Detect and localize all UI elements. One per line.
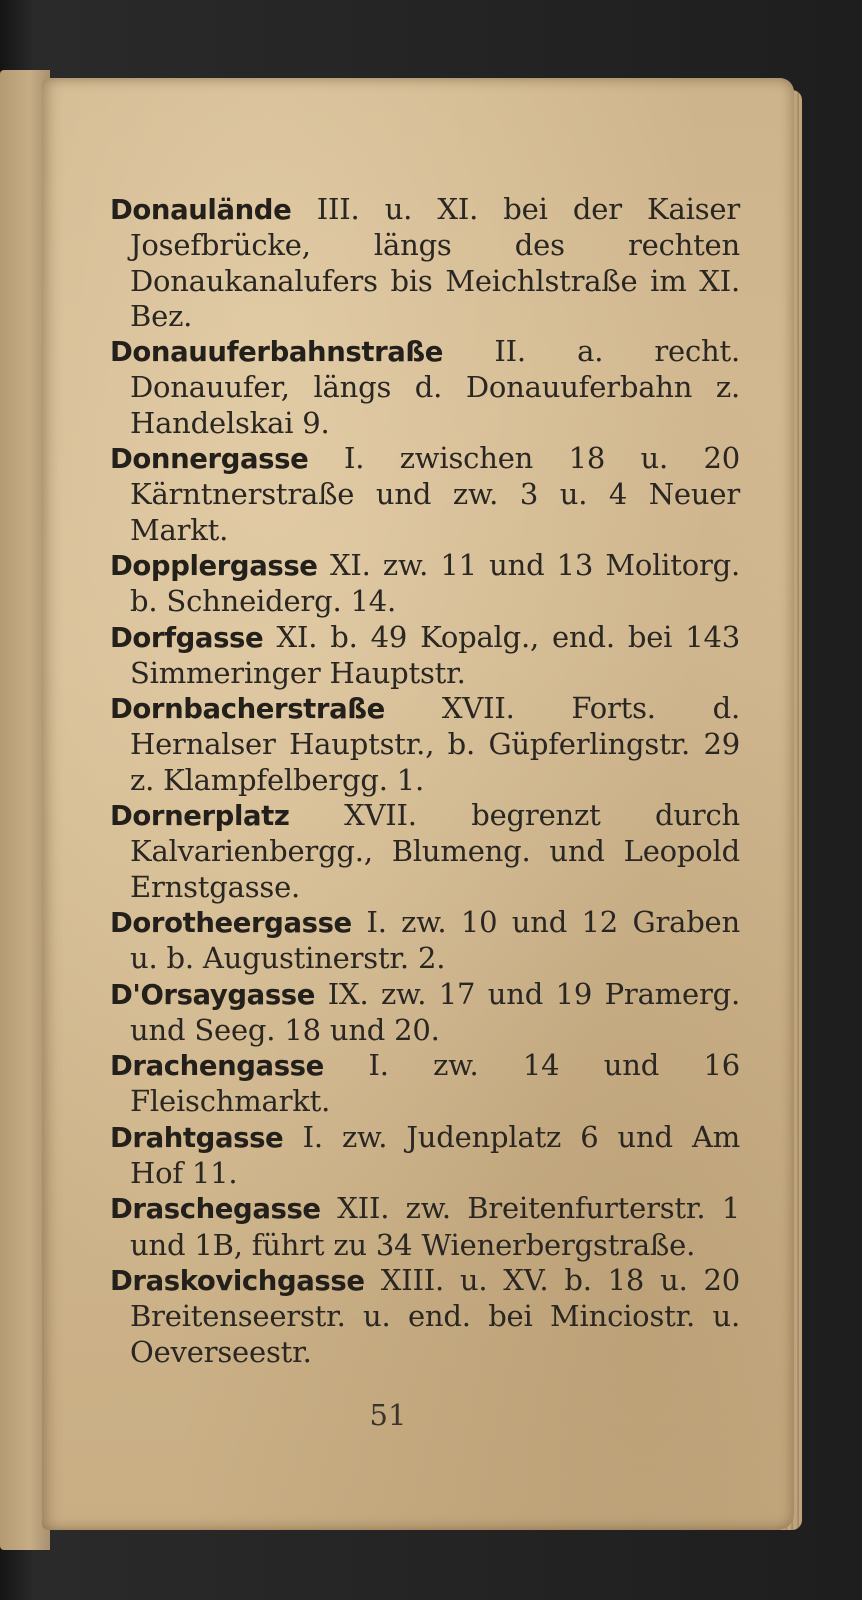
list-item	[110, 905, 740, 977]
list-item	[110, 798, 740, 905]
street-description: I. zw. 10 und 12 Graben u. b. Augustinerstr. 2.	[130, 904, 740, 976]
list-item	[110, 1191, 740, 1263]
list-item	[110, 620, 740, 692]
list-item	[110, 334, 740, 441]
street-description: I. zwischen 18 u. 20 Kärntnerstraße und zw. 3 u. 4 Neuer Markt.	[130, 441, 740, 547]
page-number: 51	[369, 1398, 407, 1432]
street-name: D'Orsaygasse	[110, 978, 316, 1011]
street-name: Draskovichgasse	[110, 1264, 365, 1297]
book-page	[42, 78, 794, 1530]
list-item	[110, 691, 740, 798]
street-name: Donnergasse	[110, 443, 309, 476]
street-name: Dornerplatz	[110, 800, 290, 833]
street-name: Dorotheergasse	[110, 906, 352, 939]
list-item	[110, 548, 740, 620]
street-name: Donaulände	[110, 194, 292, 226]
street-description: I. zw. Judenplatz 6 und Am Hof 11.	[130, 1119, 740, 1191]
street-description: XVII. begrenzt durch Kalvarienbergg., Blumeng. und Leopold Ernstgasse.	[130, 798, 740, 904]
list-item	[110, 192, 740, 334]
street-name: Donauuferbahnstraße	[110, 336, 444, 369]
street-name: Draschegasse	[110, 1193, 321, 1226]
street-name: Dornbacherstraße	[110, 693, 385, 726]
list-item	[110, 1048, 740, 1120]
street-name: Dorfgasse	[110, 621, 264, 654]
street-name: Drachengasse	[110, 1050, 324, 1083]
street-description: XII. zw. Breitenfurterstr. 1 und 1B, führt zu 34 Wienerbergstraße.	[130, 1191, 740, 1262]
street-description: IX. zw. 17 und 19 Pramerg. und Seeg. 18 und 20.	[130, 976, 740, 1047]
street-description: II. a. recht. Donauufer, längs d. Donauuferbahn z. Handelskai 9.	[130, 334, 740, 440]
street-description: XVII. Forts. d. Hernalser Hauptstr., b. Güpferlingstr. 29 z. Klampfelbergg. 1.	[130, 691, 740, 797]
list-item	[110, 977, 740, 1049]
list-item	[110, 1120, 740, 1192]
street-name: Dopplergasse	[110, 549, 318, 582]
street-index-list	[110, 192, 740, 1370]
street-description: XI. b. 49 Kopalg., end. bei 143 Simmeringer Hauptstr.	[130, 619, 741, 690]
street-description: III. u. XI. bei der Kaiser Josefbrücke, längs des rechten Donaukanalufers bis Meichlstraße im XI. Bez.	[130, 192, 740, 333]
street-description: XI. zw. 11 und 13 Molitorg. b. Schneiderg. 14.	[130, 547, 741, 619]
street-description: XIII. u. XV. b. 18 u. 20 Breitenseerstr. u. end. bei Minciostr. u. Oeverseestr.	[130, 1262, 741, 1369]
street-name: Drahtgasse	[110, 1121, 284, 1154]
list-item	[110, 1263, 740, 1370]
street-description: I. zw. 14 und 16 Fleischmarkt.	[130, 1048, 740, 1119]
list-item	[110, 441, 740, 548]
